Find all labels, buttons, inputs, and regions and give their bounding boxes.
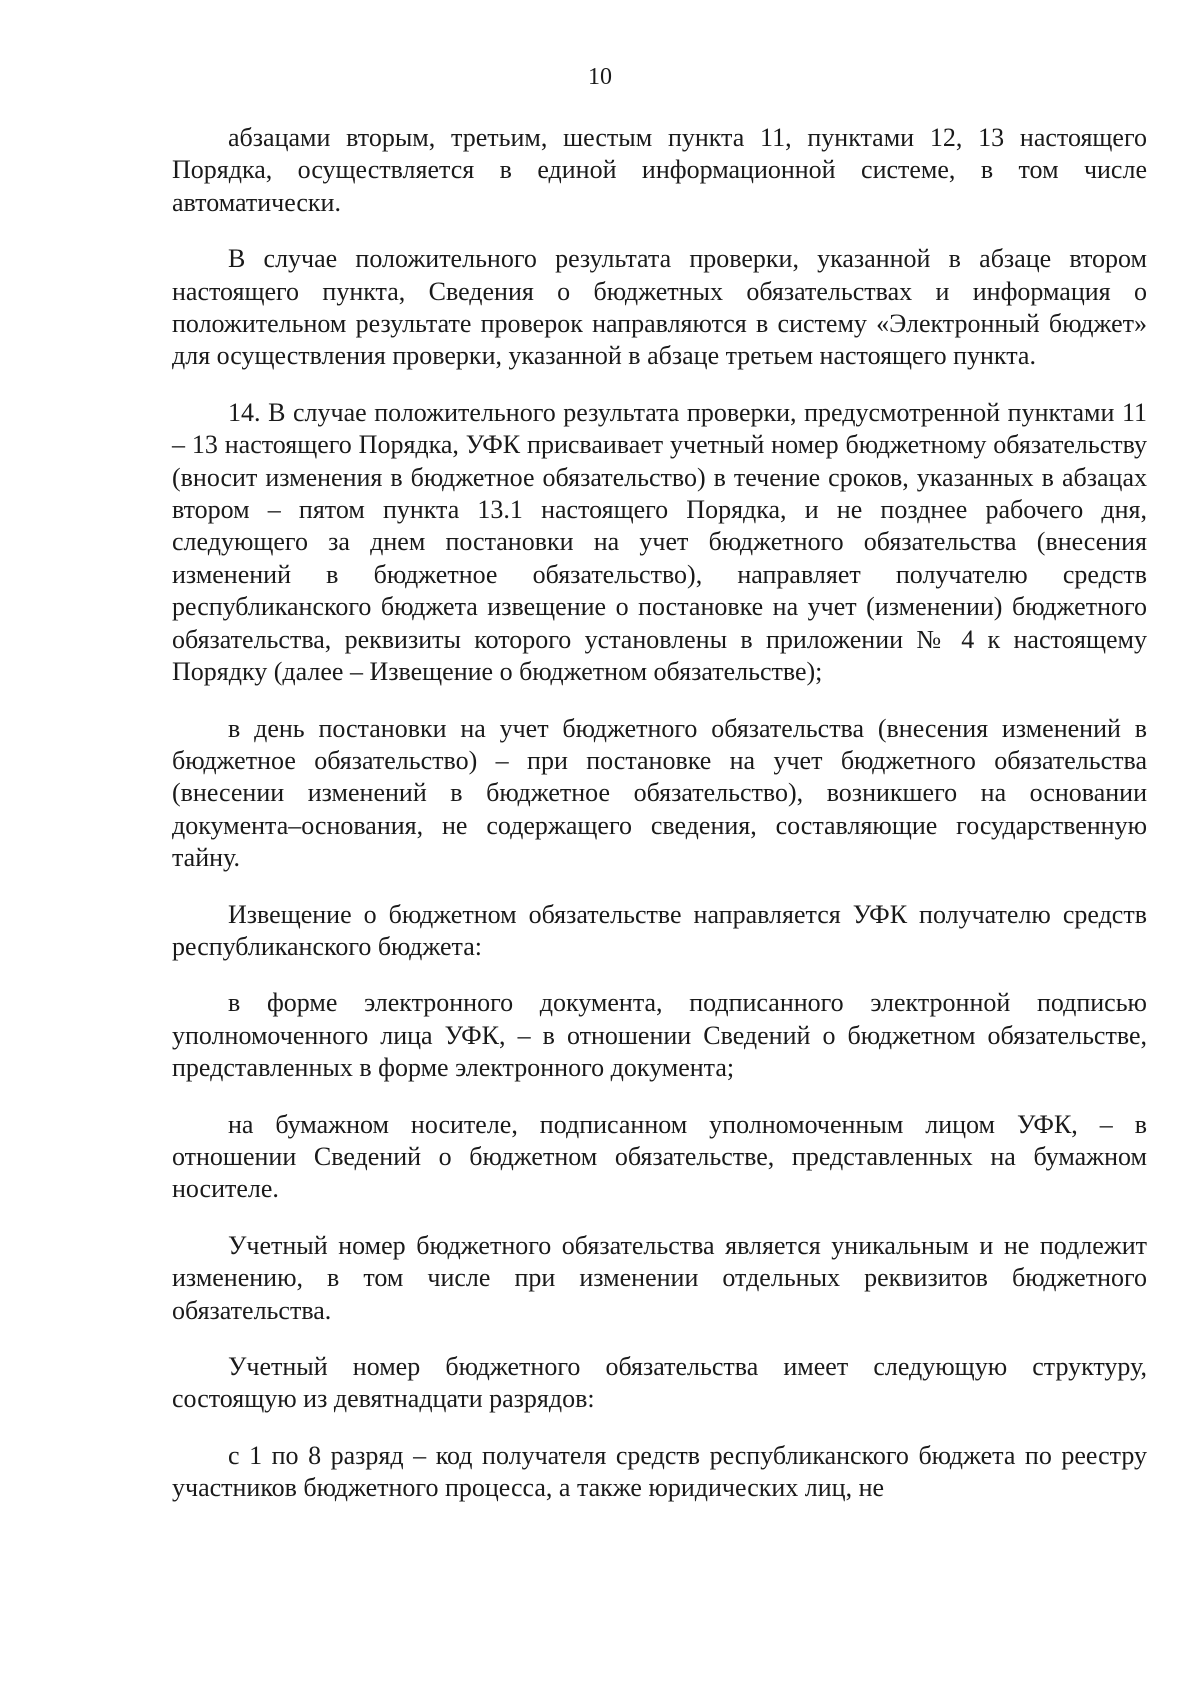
paragraph: Учетный номер бюджетного обязательства является уникальным и не подлежит изменению, в том числе при изменении отдельных реквизитов бюджетного обязательства. [172,1230,1147,1325]
paragraph: в день постановки на учет бюджетного обязательства (внесения изменений в бюджетное обязательство) – при постановке на учет бюджетного обязательства (внесении изменений в бюджетное обязательство), возникшего на основании документа–основания, не содержащего сведения, составляющие государственную тайну. [172,713,1147,873]
paragraph: Извещение о бюджетном обязательстве направляется УФК получателю средств республиканского бюджета: [172,899,1147,961]
paragraph: Учетный номер бюджетного обязательства имеет следующую структуру, состоящую из девятнадцати разрядов: [172,1352,1147,1414]
paragraph: с 1 по 8 разряд – код получателя средств республиканского бюджета по реестру участников бюджетного процесса, а также юридических лиц, не [172,1440,1147,1503]
page-number: 10 [588,64,612,90]
paragraph: абзацами вторым, третьим, шестым пункта 11, пунктами 12, 13 настоящего Порядка, осуществляется в единой информационной системе, в том числе автоматически. [172,123,1147,217]
document-body [172,122,1147,1505]
paragraph: В случае положительного результата проверки, указанной в абзаце втором настоящего пункта, Сведения о бюджетных обязательствах и информация о положительном результате проверок направляются в систему «Электронный бюджет» для осуществления проверки, указанной в абзаце третьем настоящего пункта. [172,244,1147,371]
paragraph: 14. В случае положительного результата проверки, предусмотренной пунктами 11 – 13 настоящего Порядка, УФК присваивает учетный номер бюджетному обязательству (вносит изменения в бюджетное обязательство) в течение сроков, указанных в абзацах втором – пятом пункта 13.1 настоящего Порядка, и не позднее рабочего дня, следующего за днем постановки на учет бюджетного обязательства (внесения изменений в бюджетное обязательство), направляет получателю средств республиканского бюджета извещение о постановке на учет (изменении) бюджетного обязательства, реквизиты которого установлены в приложении № 4 к настоящему Порядку (далее – Извещение о бюджетном обязательстве); [172,397,1147,687]
paragraph: в форме электронного документа, подписанного электронной подписью уполномоченного лица УФК, – в отношении Сведений о бюджетном обязательстве, представленных в форме электронного документа; [172,988,1147,1083]
paragraph: на бумажном носителе, подписанном уполномоченным лицом УФК, – в отношении Сведений о бюджетном обязательстве, представленных на бумажном носителе. [172,1109,1147,1204]
